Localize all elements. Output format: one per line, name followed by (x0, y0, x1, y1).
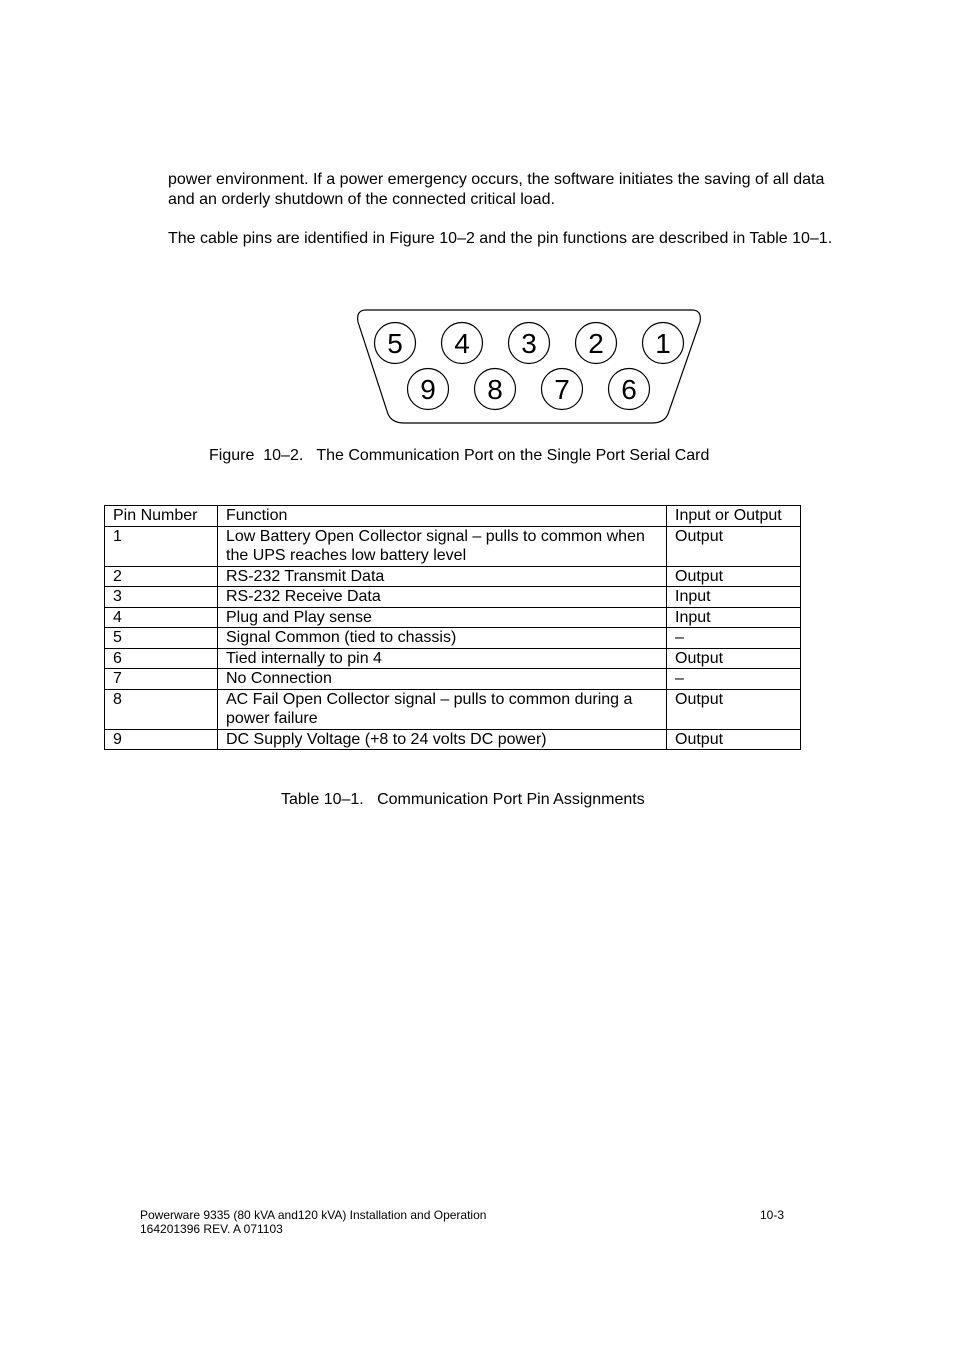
direction-cell: – (667, 628, 801, 649)
footer-document-info (140, 1208, 486, 1236)
top-pin-row (375, 323, 684, 364)
footer-title: Powerware 9335 (80 kVA and120 kVA) Installation and Operation (140, 1208, 487, 1222)
direction-cell: Input (667, 587, 801, 608)
function-cell: Plug and Play sense (218, 607, 667, 628)
function-cell: AC Fail Open Collector signal – pulls to common during a power failure (218, 689, 667, 729)
table-row (105, 729, 801, 750)
pin-assignment-table (104, 505, 801, 750)
pin-cell: 4 (105, 607, 218, 628)
function-cell: Signal Common (tied to chassis) (218, 628, 667, 649)
figure-caption: Figure 10–2. The Communication Port on the Single Port Serial Card (209, 447, 710, 464)
svg-text:4: 4 (454, 328, 470, 359)
svg-text:3: 3 (521, 328, 537, 359)
direction-cell: Output (667, 526, 801, 566)
header-pin-number: Pin Number (105, 506, 218, 527)
function-cell: RS-232 Transmit Data (218, 566, 667, 587)
body-paragraph-2: The cable pins are identified in Figure 10–2 and the pin functions are described in Table 10–1. (168, 230, 833, 247)
svg-text:8: 8 (487, 374, 503, 405)
table-row (105, 648, 801, 669)
pin-5 (375, 323, 416, 364)
pin-cell: 2 (105, 566, 218, 587)
direction-cell: Output (667, 729, 801, 750)
pin-3 (509, 323, 550, 364)
pin-6 (609, 369, 650, 410)
header-input-output: Input or Output (667, 506, 801, 527)
footer-revision: 164201396 REV. A 071103 (140, 1222, 283, 1236)
pin-cell: 8 (105, 689, 218, 729)
pin-2 (576, 323, 617, 364)
table-row (105, 566, 801, 587)
table-row (105, 587, 801, 608)
pin-cell: 1 (105, 526, 218, 566)
table-header-row (105, 506, 801, 527)
direction-cell: Output (667, 648, 801, 669)
svg-text:6: 6 (621, 374, 637, 405)
svg-text:7: 7 (554, 374, 570, 405)
function-cell: No Connection (218, 669, 667, 690)
pin-cell: 5 (105, 628, 218, 649)
pin-cell: 6 (105, 648, 218, 669)
pin-cell: 3 (105, 587, 218, 608)
direction-cell: Output (667, 689, 801, 729)
pin-7 (542, 369, 583, 410)
pin-cell: 9 (105, 729, 218, 750)
svg-text:5: 5 (387, 328, 403, 359)
header-function: Function (218, 506, 667, 527)
connector-shell (358, 310, 701, 423)
function-cell: Tied internally to pin 4 (218, 648, 667, 669)
svg-text:1: 1 (655, 328, 671, 359)
pin-cell: 7 (105, 669, 218, 690)
pin-8 (475, 369, 516, 410)
direction-cell: Output (667, 566, 801, 587)
function-cell: Low Battery Open Collector signal – pulls to common when the UPS reaches low battery level (218, 526, 667, 566)
svg-text:9: 9 (420, 374, 436, 405)
pin-1 (643, 323, 684, 364)
table-row (105, 607, 801, 628)
table-row (105, 689, 801, 729)
page-number: 10-3 (760, 1208, 785, 1222)
function-cell: RS-232 Receive Data (218, 587, 667, 608)
pin-9 (408, 369, 449, 410)
bottom-pin-row (408, 369, 650, 410)
table-row (105, 526, 801, 566)
direction-cell: Input (667, 607, 801, 628)
pin-4 (442, 323, 483, 364)
table-caption: Table 10–1. Communication Port Pin Assignments (281, 791, 645, 808)
direction-cell: – (667, 669, 801, 690)
function-cell: DC Supply Voltage (+8 to 24 volts DC power) (218, 729, 667, 750)
db9-connector-diagram (352, 306, 706, 428)
table-row (105, 669, 801, 690)
body-paragraph-1: power environment. If a power emergency occurs, the software initiates the saving of all data and an orderly shutdown of the connected critical load. (168, 171, 825, 208)
table-row (105, 628, 801, 649)
svg-text:2: 2 (588, 328, 604, 359)
